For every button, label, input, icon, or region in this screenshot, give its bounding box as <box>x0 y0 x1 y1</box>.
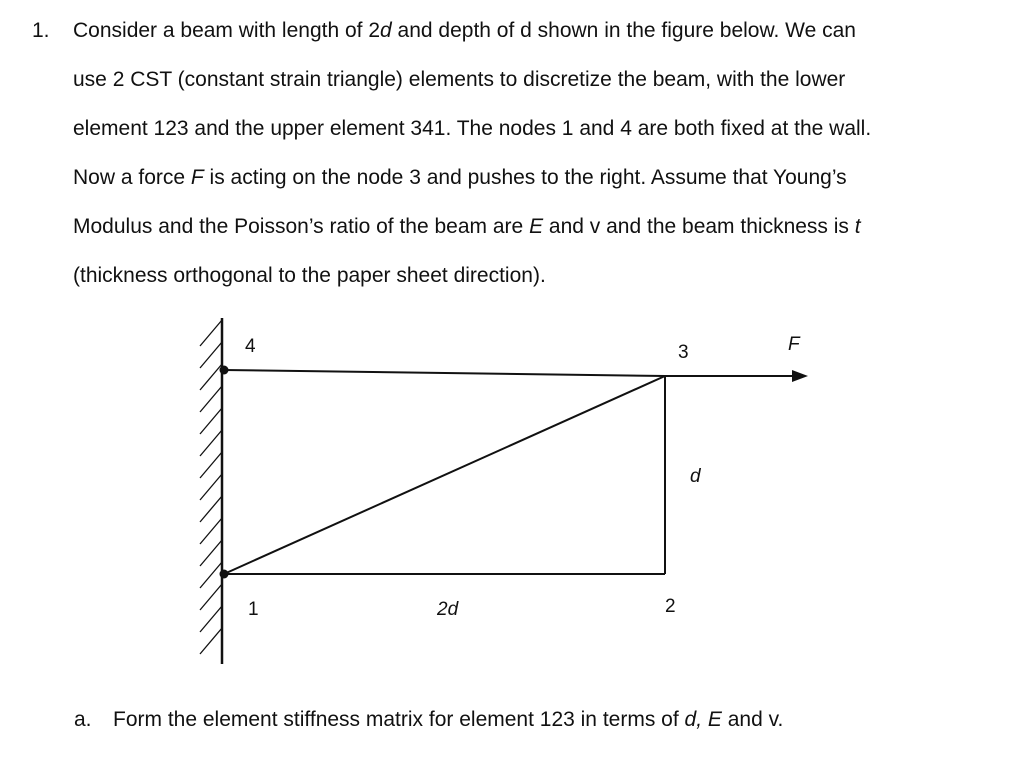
wall-hatching <box>200 320 222 654</box>
subpart-letter: a. <box>74 708 92 731</box>
text-run: Modulus and the Poisson’s ratio of the beam are <box>73 215 530 238</box>
var-E: E <box>707 708 722 731</box>
node-2-label: 2 <box>665 596 676 617</box>
text-run: Now a force <box>73 166 191 189</box>
node-1-label: 1 <box>248 599 259 620</box>
text-run: and depth of d shown in the figure below. We can <box>391 19 856 42</box>
text-run: and v and the beam thickness is <box>543 215 855 238</box>
var-t: t <box>854 215 861 238</box>
var-d: d, <box>684 708 703 731</box>
text-run: use 2 CST (constant strain triangle) elements to discretize the beam, with the lower <box>73 68 846 91</box>
text-run: Consider a beam with length of 2 <box>73 19 381 42</box>
node-3-label: 3 <box>678 342 689 363</box>
var-E: E <box>529 215 544 238</box>
node-4-label: 4 <box>245 336 256 357</box>
problem-number: 1. <box>32 19 50 42</box>
var-d: d <box>380 19 392 42</box>
subpart-text-end: and v. <box>721 708 784 731</box>
text-run: element 123 and the upper element 341. The nodes 1 and 4 are both fixed at the wall. <box>73 117 872 140</box>
node-1-dot <box>220 570 229 579</box>
subpart-text: Form the element stiffness matrix for element 123 in terms of <box>113 708 685 731</box>
node-4-dot <box>220 366 229 375</box>
beam-top-edge <box>224 370 665 376</box>
text-run: is acting on the node 3 and pushes to the right. Assume that Young’s <box>203 166 847 189</box>
depth-label: d <box>690 466 701 487</box>
subpart-a <box>74 702 783 738</box>
length-label: 2d <box>437 599 459 620</box>
force-arrow-head <box>792 370 808 382</box>
var-F: F <box>190 166 204 189</box>
force-label: F <box>788 334 800 355</box>
element-diagonal <box>224 376 665 574</box>
text-run: (thickness orthogonal to the paper sheet direction). <box>73 264 546 287</box>
